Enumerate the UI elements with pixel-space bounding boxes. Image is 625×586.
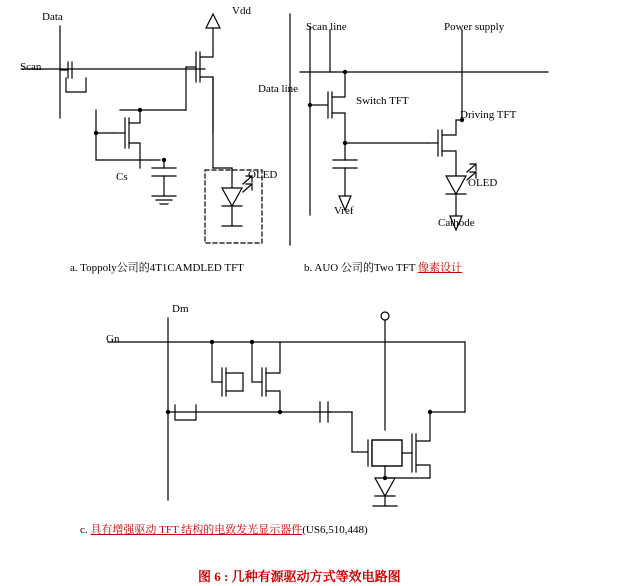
figure-title: 图 6 : 几种有源驱动方式等效电路图 — [198, 569, 401, 584]
panel-c-caption-red: 具有增强驱动 TFT 结构的电致发光显示器件 — [90, 524, 303, 536]
panel-b-switch-tft-label: Switch TFT — [356, 95, 409, 107]
panel-c-gn-label: Gn — [106, 333, 120, 345]
panel-b-driving-tft-label: Driving TFT — [460, 109, 517, 121]
panel-b-data-line-label: Data line — [258, 83, 299, 95]
panel-b-oled-label: OLED — [468, 177, 498, 189]
panel-b-caption-plain: b. AUO 公司的Two TFT — [304, 262, 419, 274]
panel-b-caption — [304, 262, 462, 274]
panel-a-oled-label: OLED — [248, 169, 278, 181]
panel-a-caption: a. Toppoly公司的4T1CAMDLED TFT — [70, 262, 244, 274]
panel-b-vref-label: Vref — [334, 205, 354, 217]
panel-c-dm-label: Dm — [172, 303, 189, 315]
panel-b-scan-line-label: Scan line — [306, 21, 347, 33]
panel-a-data-label: Data — [42, 11, 63, 23]
panel-a-cs-label: Cs — [116, 171, 128, 183]
panel-b-cathode-label: Cathode — [438, 217, 475, 229]
panel-c-caption — [80, 524, 368, 536]
panel-c-caption-prefix: c. — [80, 524, 91, 536]
panel-b-caption-red: 像素设计 — [418, 262, 463, 274]
panel-a-vdd-label: Vdd — [232, 5, 251, 17]
panel-a-scan-label: Scan — [20, 61, 42, 73]
panel-c-caption-suffix: (US6,510,448) — [302, 524, 368, 536]
panel-b-power-supply-label: Power supply — [444, 21, 505, 33]
